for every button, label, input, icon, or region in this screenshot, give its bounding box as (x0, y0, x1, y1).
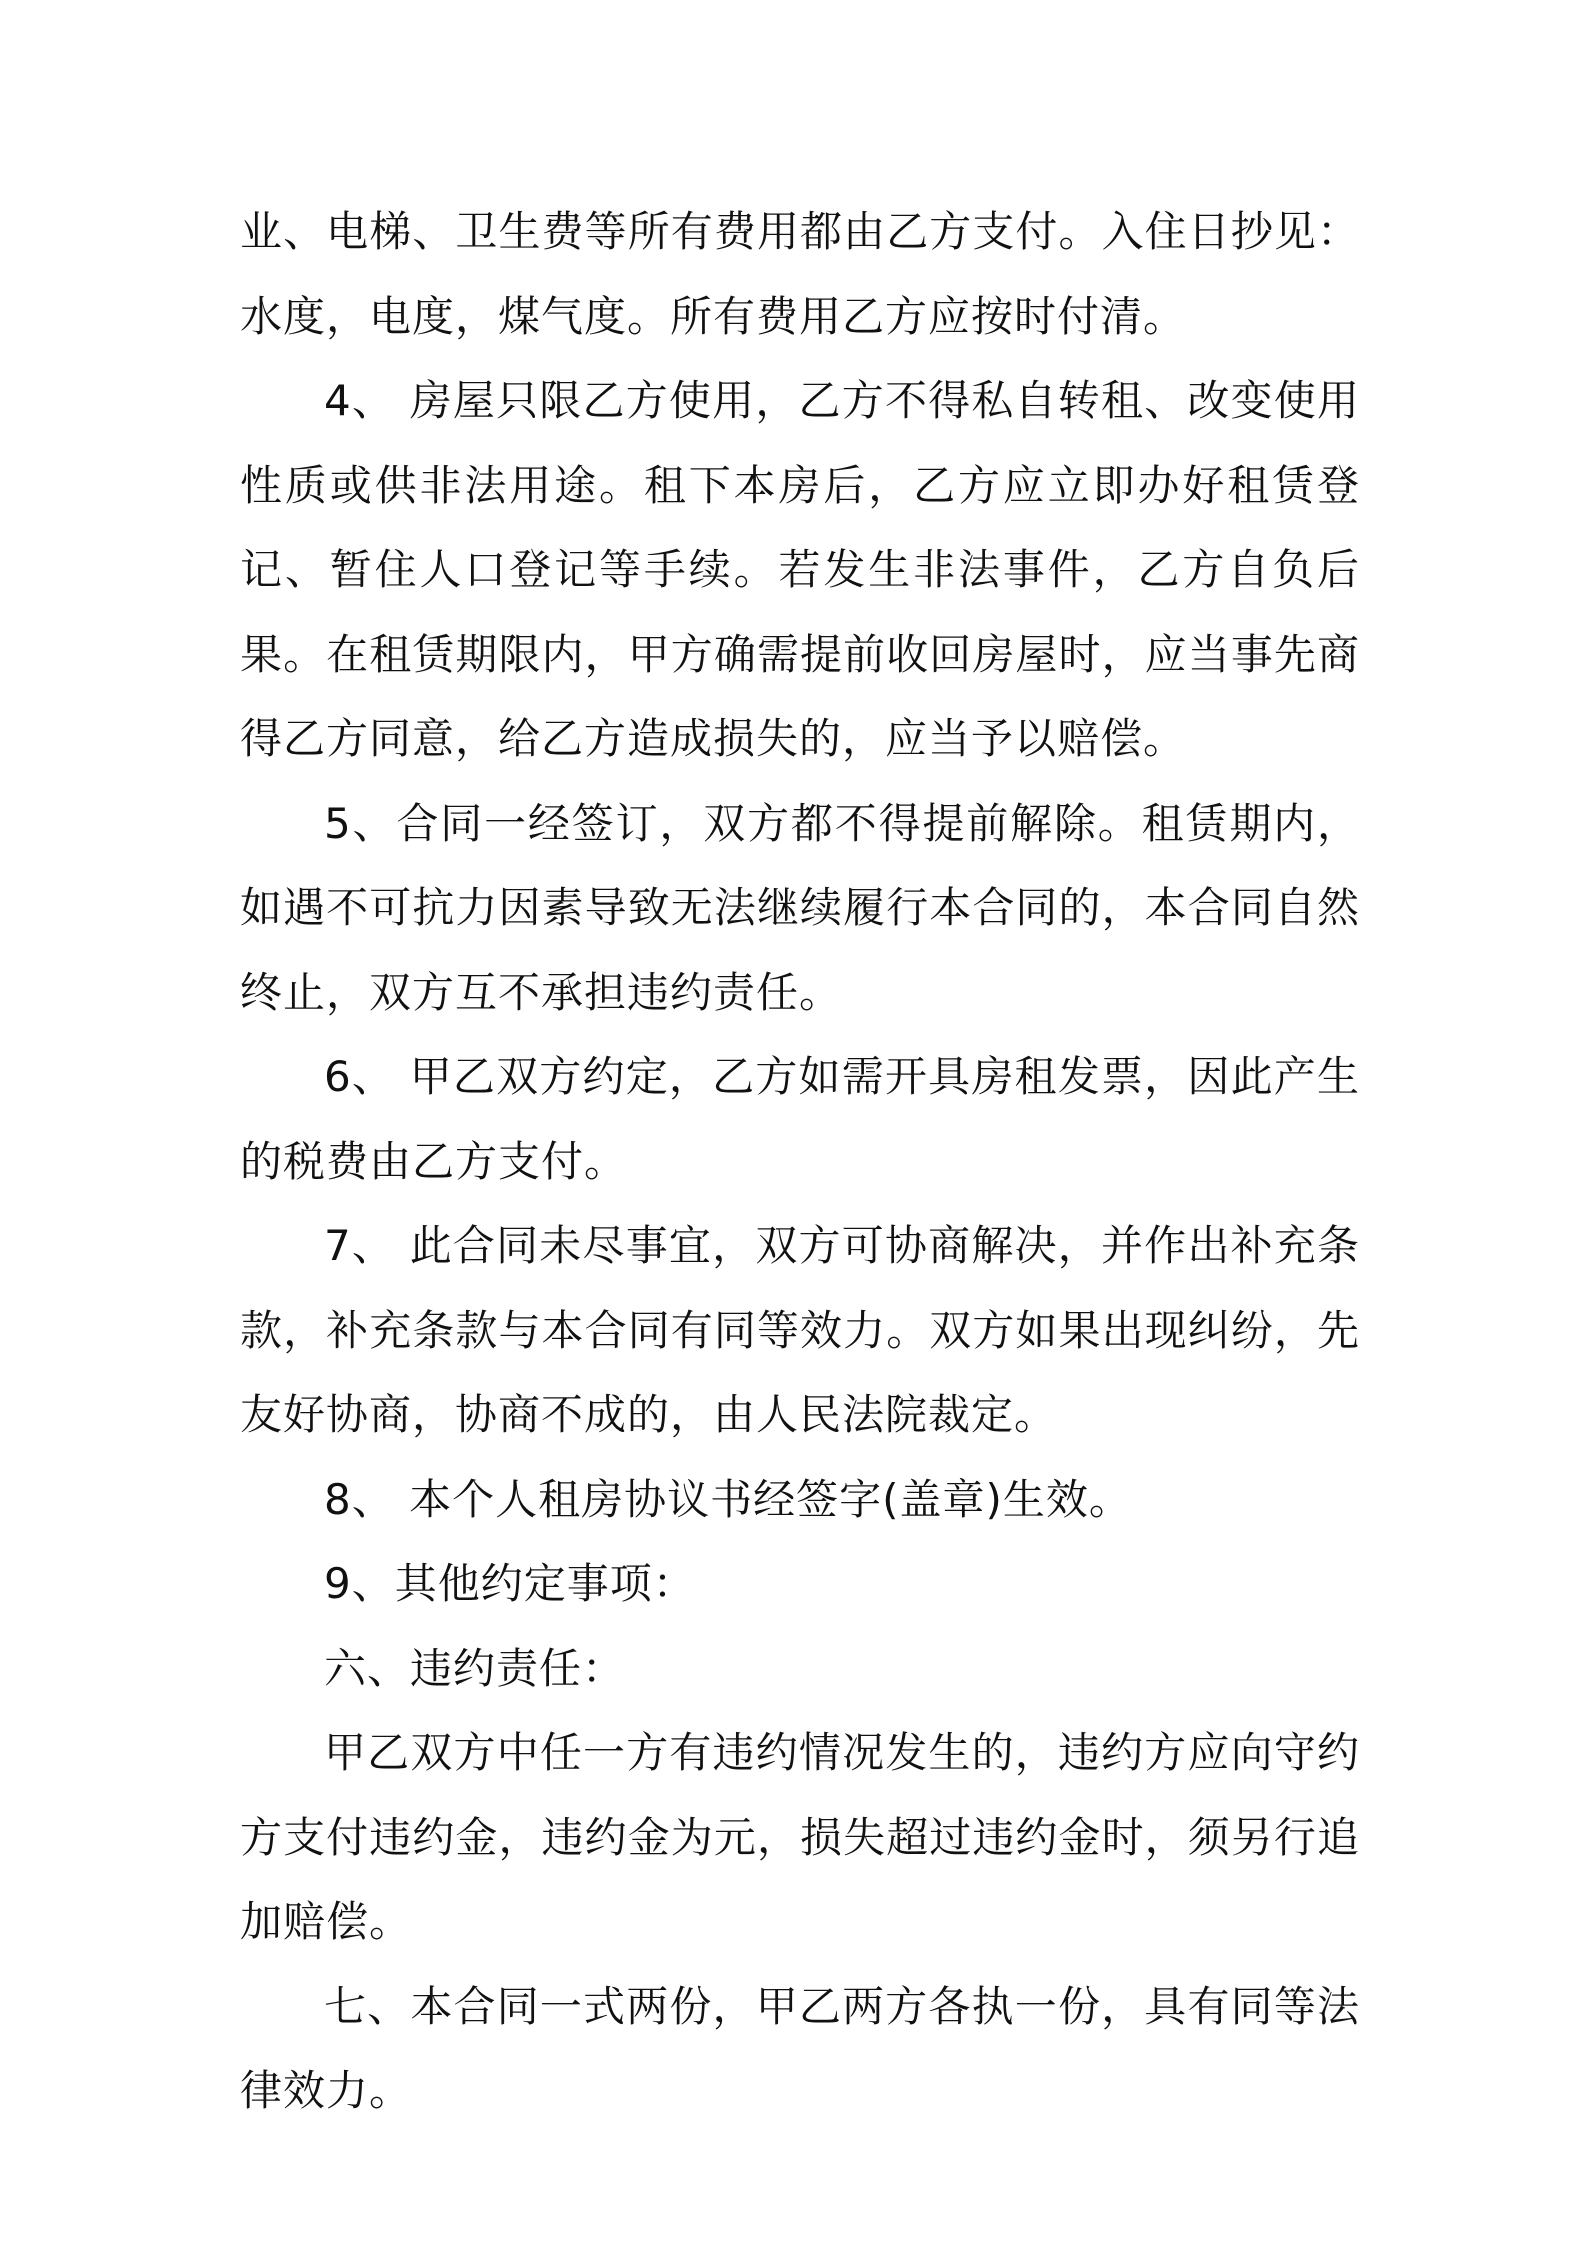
paragraph-clause-6: 6、 甲乙双方约定，乙方如需开具房租发票，因此产生的税费由乙方支付。 (240, 1052, 1360, 1186)
paragraph-utilities: 业、电梯、卫生费等所有费用都由乙方支付。入住日抄见：水度，电度，煤气度。所有费用乙方应按时付清。 (240, 207, 1360, 341)
paragraph-clause-8: 8、 本个人租房协议书经签字(盖章)生效。 (324, 1474, 1132, 1524)
paragraph-clause-9: 9、其他约定事项： (324, 1559, 696, 1608)
section-heading-copies: 七、本合同一式两份，甲乙两方各执一份，具有同等法律效力。 (240, 1981, 1360, 2115)
paragraph-breach: 甲乙双方中任一方有违约情况发生的，违约方应向守约方支付违约金，违约金为元，损失超过违约金时，须另行追加赔偿。 (240, 1728, 1360, 1946)
section-heading-breach-liability: 六、违约责任： (324, 1643, 626, 1693)
paragraph-clause-4: 4、 房屋只限乙方使用，乙方不得私自转租、改变使用性质或供非法用途。租下本房后，乙方应立即办好租赁登记、暂住人口登记等手续。若发生非法事件，乙方自负后果。在租赁期限内，甲方确需提前收回房屋时，应当事先商得乙方同意，给乙方造成损失的，应当予以赔偿。 (240, 376, 1360, 763)
paragraph-clause-7: 7、 此合同未尽事宜，双方可协商解决，并作出补充条款，补充条款与本合同有同等效力。双方如果出现纠纷，先友好协商，协商不成的，由人民法院裁定。 (240, 1221, 1360, 1439)
paragraph-clause-5: 5、合同一经签订，双方都不得提前解除。租赁期内，如遇不可抗力因素导致无法继续履行本合同的，本合同自然终止，双方互不承担违约责任。 (240, 798, 1360, 1017)
contract-body (240, 190, 1360, 2134)
